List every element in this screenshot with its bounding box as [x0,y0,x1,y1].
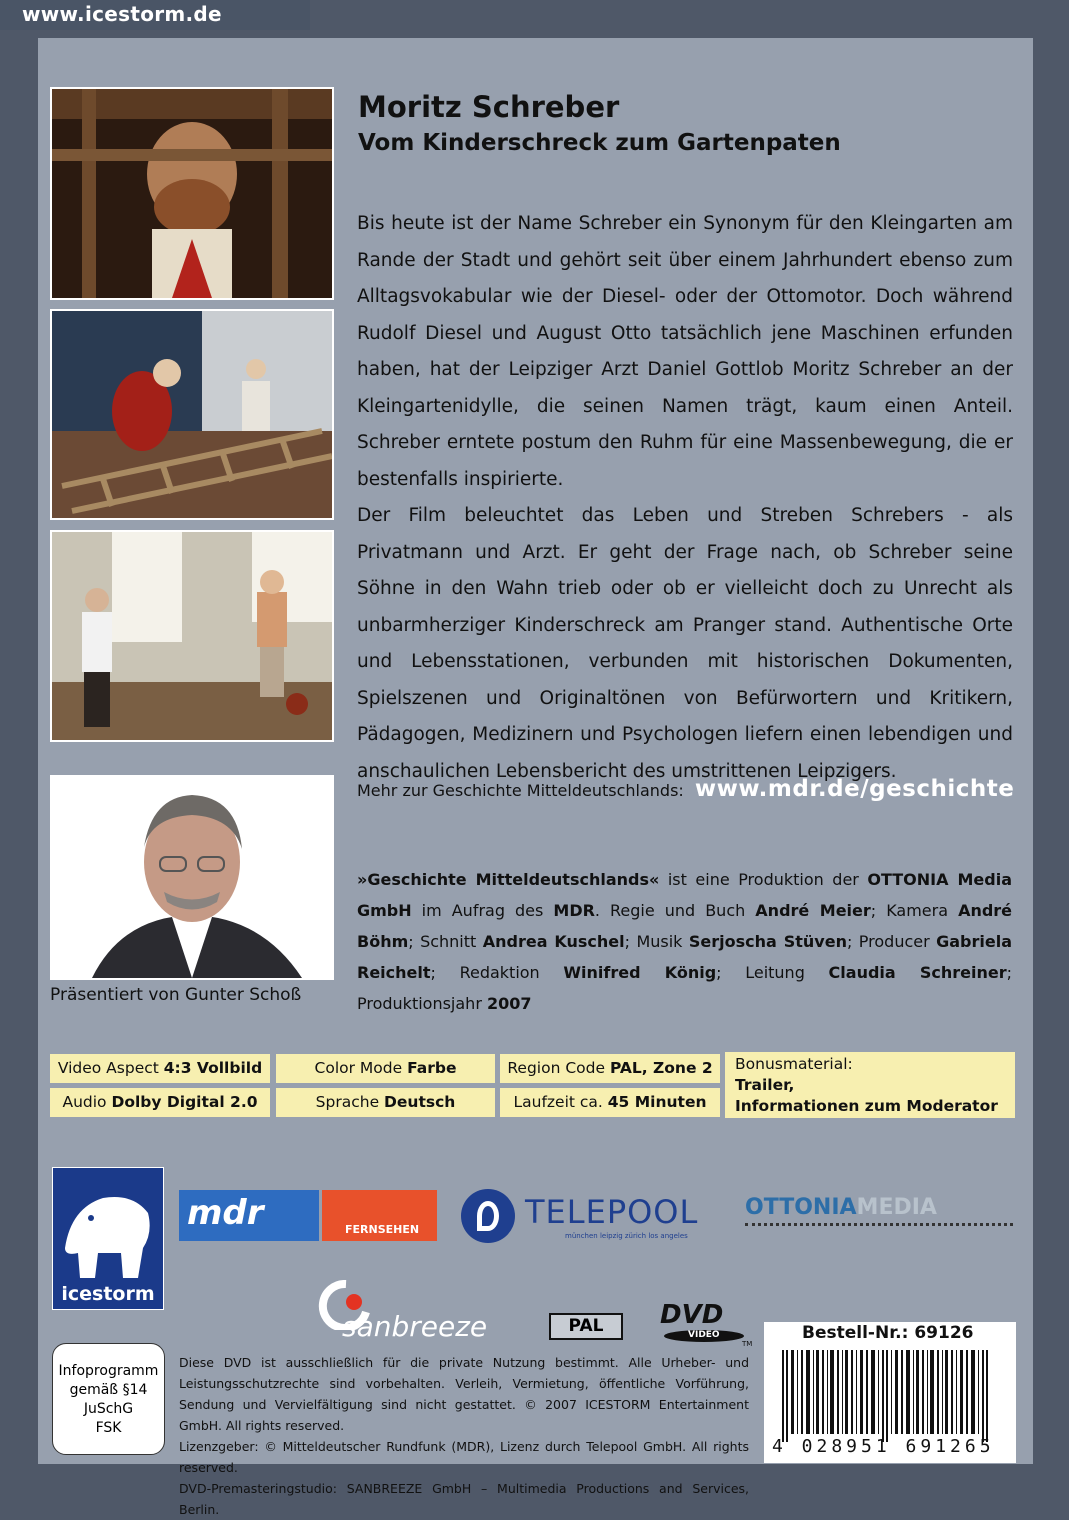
spec-value: 4:3 Vollbild [163,1059,263,1077]
sanbreeze-wordmark: sanbreeze [342,1310,488,1343]
bonus-item: Trailer, [735,1076,795,1094]
mdr-logo [179,1190,437,1241]
credits-text: ; Musik [624,932,689,951]
telepool-wordmark: TELEPOOL [525,1193,699,1231]
spec-bonus-material [725,1052,1015,1118]
dvd-video-logo [660,1300,753,1350]
media-wordmark: MEDIA [856,1195,937,1220]
lead-name: Claudia Schreiner [828,963,1007,982]
film-still-2 [50,309,334,520]
spec-value: PAL, Zone 2 [609,1059,713,1077]
icestorm-logo [52,1167,164,1310]
fsk-line: FSK [95,1420,122,1436]
credits-text: im Aufrag des [411,901,554,920]
credits-text: ; Produktionsjahr [357,963,1013,1013]
spec-value: 45 Minuten [607,1093,707,1111]
series-name: »Geschichte Mitteldeutschlands« [357,870,660,889]
producer-name: Gabriela Reichelt [357,932,1012,982]
fsk-info-badge [52,1343,165,1455]
credits-text: ist eine Produktion der [659,870,868,889]
film-still-3 [50,530,334,742]
more-info-label: Mehr zur Geschichte Mitteldeutschlands: [357,781,684,800]
credits-text: ; Kamera [870,901,959,920]
mdr-fernsehen: FERNSEHEN [345,1223,420,1236]
broadcaster: MDR [553,901,595,920]
spec-label: Region Code [507,1059,610,1077]
more-info-url[interactable]: www.mdr.de/geschichte [694,776,1015,802]
production-credits [357,864,1012,1019]
credits-text: ; Schnitt [408,932,483,951]
barcode-area [764,1322,1016,1463]
more-info-line [357,776,1014,802]
music-name: Serjoscha Stüven [688,932,847,951]
legal-notice [179,1352,749,1520]
synopsis-paragraph-1: Bis heute ist der Name Schreber ein Synonym für den Kleingarten am Rande der Stadt und gehört seit über einem Jahrhundert ebenso zum Alltagsvokabular wie der Diesel- oder der Ottomotor. Doch während Rudolf Diesel und August Otto tatsächlich jene Maschinen erfunden haben, hat der Leipziger Arzt Daniel Gottlob Moritz Schreber an der Kleingartenidylle, die seinen Namen trägt, kaum einen Anteil. Schreber erntete postum den Ruhm für eine Massenbewegung, die er bestenfalls inspirierte. [357,213,1013,490]
site-url[interactable]: www.icestorm.de [22,2,222,26]
spec-language [276,1088,495,1117]
synopsis [357,206,1013,790]
spec-region-code [500,1054,720,1083]
credits-text: ; Leitung [716,963,829,982]
ottonia-wordmark: OTTONIA [745,1195,857,1220]
spec-value: Dolby Digital 2.0 [111,1093,258,1111]
sanbreeze-logo [316,1280,506,1342]
ean-number: 4 028951 691265 [772,1436,995,1457]
legal-premastering: DVD-Premasteringstudio: SANBREEZE GmbH – Multimedia Productions and Services, Berlin. [179,1481,749,1517]
ottonia-media-logo [745,1195,1015,1235]
credits-text: . Regie und Buch [594,901,756,920]
spec-label: Sprache [315,1093,385,1111]
dvd-tm: TM [742,1340,753,1348]
production-year: 2007 [486,994,532,1013]
spec-audio [50,1088,270,1117]
mdr-wordmark: mdr [187,1193,264,1233]
pal-logo [549,1313,623,1340]
editorial-name: Winifred König [563,963,717,982]
spec-color-mode [276,1054,495,1083]
spec-video-aspect [50,1054,270,1083]
dvd-video-text: VIDEO [688,1330,720,1340]
spec-value: Farbe [407,1059,457,1077]
editor-name: Andrea Kuschel [482,932,625,951]
presenter-caption: Präsentiert von Gunter Schoß [50,985,302,1005]
film-still-1 [50,87,334,300]
spec-label: Color Mode [314,1059,408,1077]
film-title: Moritz Schreber [358,90,620,124]
telepool-cities: münchen leipzig zürich los angeles [565,1232,688,1240]
camera-name: André Böhm [357,901,1013,951]
top-band [0,0,310,30]
legal-rights: Diese DVD ist ausschließlich für die private Nutzung bestimmt. Alle Urheber- und Leistungsschutzrechte sind vorbehalten. Verleih, Vermietung, öffentliche Vorführung, Sendung und Vervielfältigung sind nicht gestattet. © 2007 ICESTORM Entertainment GmbH. All rights reserved. [179,1355,749,1433]
film-subtitle: Vom Kinderschreck zum Gartenpaten [358,130,841,156]
spec-runtime [500,1088,720,1117]
order-number: Bestell-Nr.: 69126 [802,1323,974,1343]
icestorm-wordmark: icestorm [61,1283,155,1305]
fsk-line: JuSchG [83,1401,134,1417]
director-name: André Meier [755,901,871,920]
spec-label: Laufzeit ca. [513,1093,608,1111]
spec-label: Video Aspect [57,1059,164,1077]
fsk-line: Infoprogramm [58,1363,159,1379]
pal-text: PAL [568,1316,604,1336]
production-company: OTTONIA Media GmbH [357,870,1012,920]
credits-text: ; Producer [846,932,937,951]
fsk-line: gemäß §14 [69,1382,148,1398]
bonus-label: Bonusmaterial: [735,1055,853,1073]
synopsis-paragraph-2: Der Film beleuchtet das Leben und Streben Schrebers - als Privatmann und Arzt. Er geht der Frage nach, ob Schreber seine Söhne in den Wahn trieb oder ob er vielleicht doch zu Unrecht als unbarmherziger Kinderschreck am Pranger stand. Authentische Orte und Lebensstationen, verbunden mit historischen Dokumenten, Spielszenen und Originaltönen von Befürwortern und Kritikern, Pädagogen, Medizinern und Psychologen liefern einen lebendigen und anschaulichen Lebensbericht des umstrittenen Leipzigers. [357,505,1013,782]
telepool-logo [461,1187,729,1247]
presenter-photo [50,775,334,980]
credits-text: ; Redaktion [430,963,564,982]
dvd-wordmark: DVD [660,1300,724,1330]
spec-label: Audio [62,1093,112,1111]
bonus-item: Informationen zum Moderator [735,1097,998,1115]
spec-value: Deutsch [384,1093,456,1111]
legal-licensor: Lizenzgeber: © Mitteldeutscher Rundfunk (MDR), Lizenz durch Telepool GmbH. All rights reserved. [179,1439,749,1475]
